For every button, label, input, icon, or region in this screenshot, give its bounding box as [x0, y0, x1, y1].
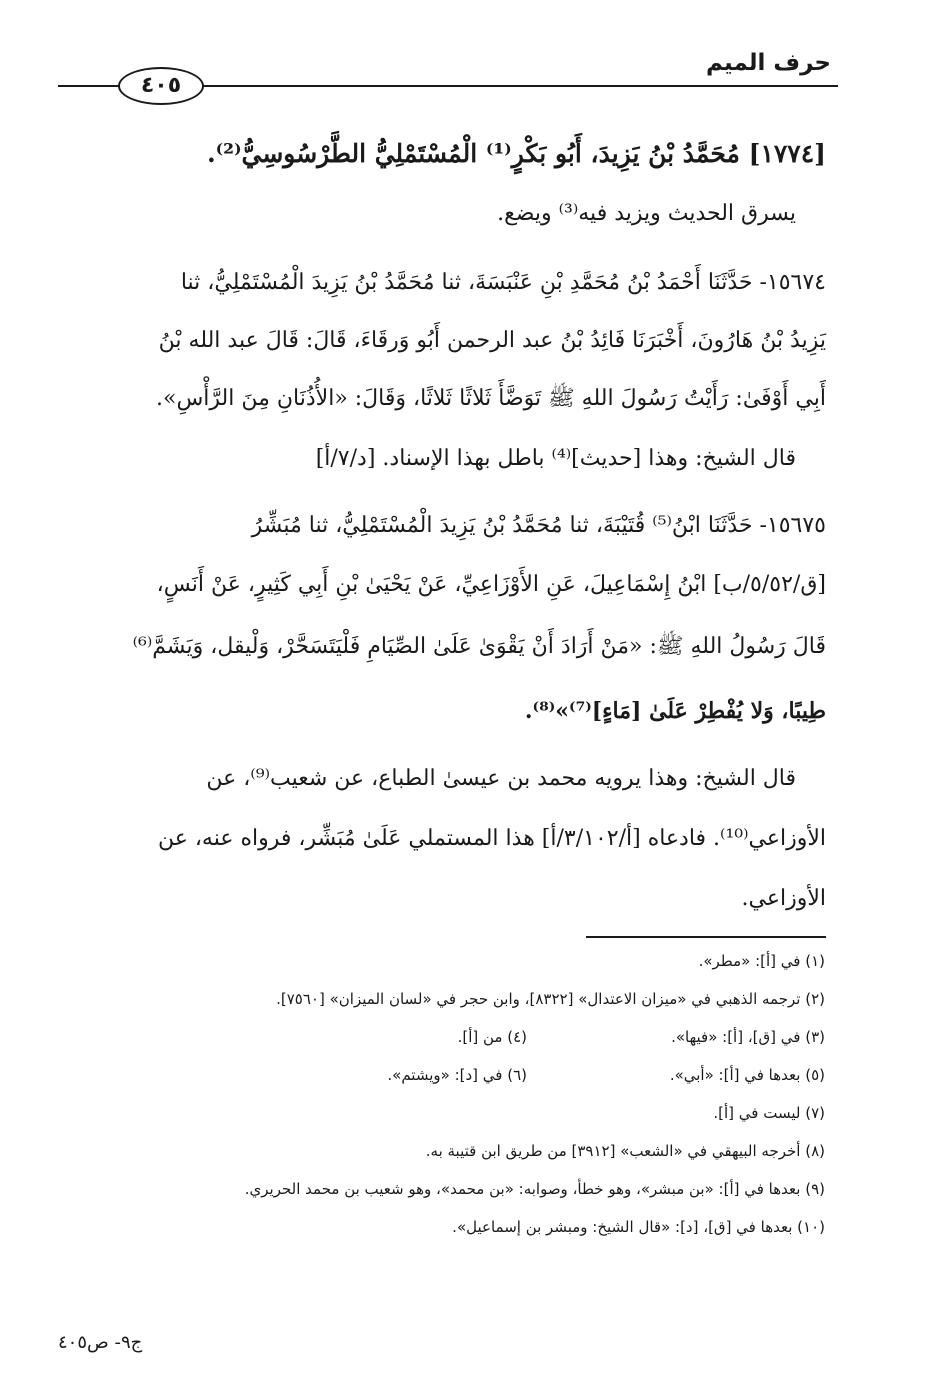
footnote-4: (٤) من [أ].: [457, 1028, 527, 1046]
hadith-2-line-3: قَالَ رَسُولُ اللهِ ﷺ: «مَنْ أَرَادَ أَنْ يَقْوَىٰ عَلَىٰ الصِّيَامِ فَلْيَتَسَحَّرْ، وَلْيقل، وَيَشَمَّ⁽⁶⁾: [132, 634, 826, 659]
footnote-10: (١٠) بعدها في [ق]، [د]: «قال الشيخ: ومبشر بن إسماعيل».: [452, 1218, 825, 1236]
page-number: ٤٠٥: [118, 67, 204, 105]
entry-description: يسرق الحديث ويزيد فيه⁽³⁾ ويضع.: [497, 201, 796, 226]
footnote-7: (٧) ليست في [أ].: [713, 1104, 825, 1122]
hadith-1-line-3: أَبِي أَوْفَىٰ: رَأَيْتُ رَسُولَ اللهِ ﷺ تَوَضَّأَ ثَلاثًا ثَلاثًا، وَقَالَ: «الأُذُنَانِ مِنَ الرَّأْسِ».: [155, 386, 826, 411]
footnote-rule: [586, 936, 826, 938]
closing-line-2: الأوزاعي⁽¹⁰⁾. فادعاه [أ/٣/١٠٢/أ] هذا المستملي عَلَىٰ مُبَشِّر، فرواه عنه، عن: [157, 826, 826, 851]
hadith-1-comment: قال الشيخ: وهذا [حديث]⁽⁴⁾ باطل بهذا الإسناد. [د/٧/أ]: [315, 446, 796, 471]
footnote-6: (٦) في [د]: «ويشتم».: [387, 1066, 527, 1084]
footnote-8: (٨) أخرجه البيهقي في «الشعب» [٣٩١٢] من طريق ابن قتيبة به.: [425, 1142, 825, 1160]
entry-heading: [١٧٧٤] مُحَمَّدُ بْنُ يَزِيدَ، أَبُو بَكْرٍ⁽¹⁾ الْمُسْتَمْلِيُّ الطَّرْسُوسِيُّ⁽²⁾.: [206, 139, 826, 168]
hadith-1-line-1: ١٥٦٧٤- حَدَّثَنَا أَحْمَدُ بْنُ مُحَمَّدِ بْنِ عَنْبَسَةَ، ثنا مُحَمَّدُ بْنُ يَزِيدَ الْمُسْتَمْلِيُّ، ثنا: [180, 270, 826, 295]
footnote-5: (٥) بعدها في [أ]: «أبي».: [669, 1066, 825, 1084]
running-head: حرف الميم: [706, 50, 831, 76]
hadith-2-line-4: طِيبًا، وَلا يُفْطِرْ عَلَىٰ [مَاءٍ]⁽⁷⁾»⁽⁸⁾.: [524, 698, 826, 724]
footnote-9: (٩) بعدها في [أ]: «بن مبشر»، وهو خطأ، وصوابه: «بن محمد»، وهو شعيب بن محمد الحريري.: [244, 1180, 825, 1198]
closing-line-3: الأوزاعي.: [741, 886, 826, 911]
hadith-2-line-2: [ق/٥/٥٢/ب] ابْنُ إِسْمَاعِيلَ، عَنِ الأَوْزَاعِيِّ، عَنْ يَحْيَىٰ بْنِ أَبِي كَثِيرٍ، عَنْ أَنَسٍ،: [156, 572, 826, 597]
hadith-2-line-1: ١٥٦٧٥- حَدَّثَنَا ابْنُ⁽⁵⁾ قُتَيْبَةَ، ثنا مُحَمَّدُ بْنُ يَزِيدَ الْمُسْتَمْلِيُّ، ثنا مُبَشِّرُ: [251, 513, 826, 538]
volume-page-reference: ج٩- ص٤٠٥: [58, 1332, 143, 1353]
footnote-3: (٣) في [ق]، [أ]: «فيها».: [671, 1028, 825, 1046]
footnote-2: (٢) ترجمه الذهبي في «ميزان الاعتدال» [٨٣٢٢]، وابن حجر في «لسان الميزان» [٧٥٦٠].: [276, 990, 825, 1008]
footnote-1: (١) في [أ]: «مطر».: [698, 952, 825, 970]
closing-line-1: قال الشيخ: وهذا يرويه محمد بن عيسىٰ الطباع، عن شعيب⁽⁹⁾، عن: [206, 766, 796, 791]
hadith-1-line-2: يَزِيدُ بْنُ هَارُونَ، أَخْبَرَنَا فَائِدُ بْنُ عبد الرحمن أَبُو وَرقَاءَ، قَالَ: قَالَ عبد الله بْنُ: [158, 328, 826, 353]
